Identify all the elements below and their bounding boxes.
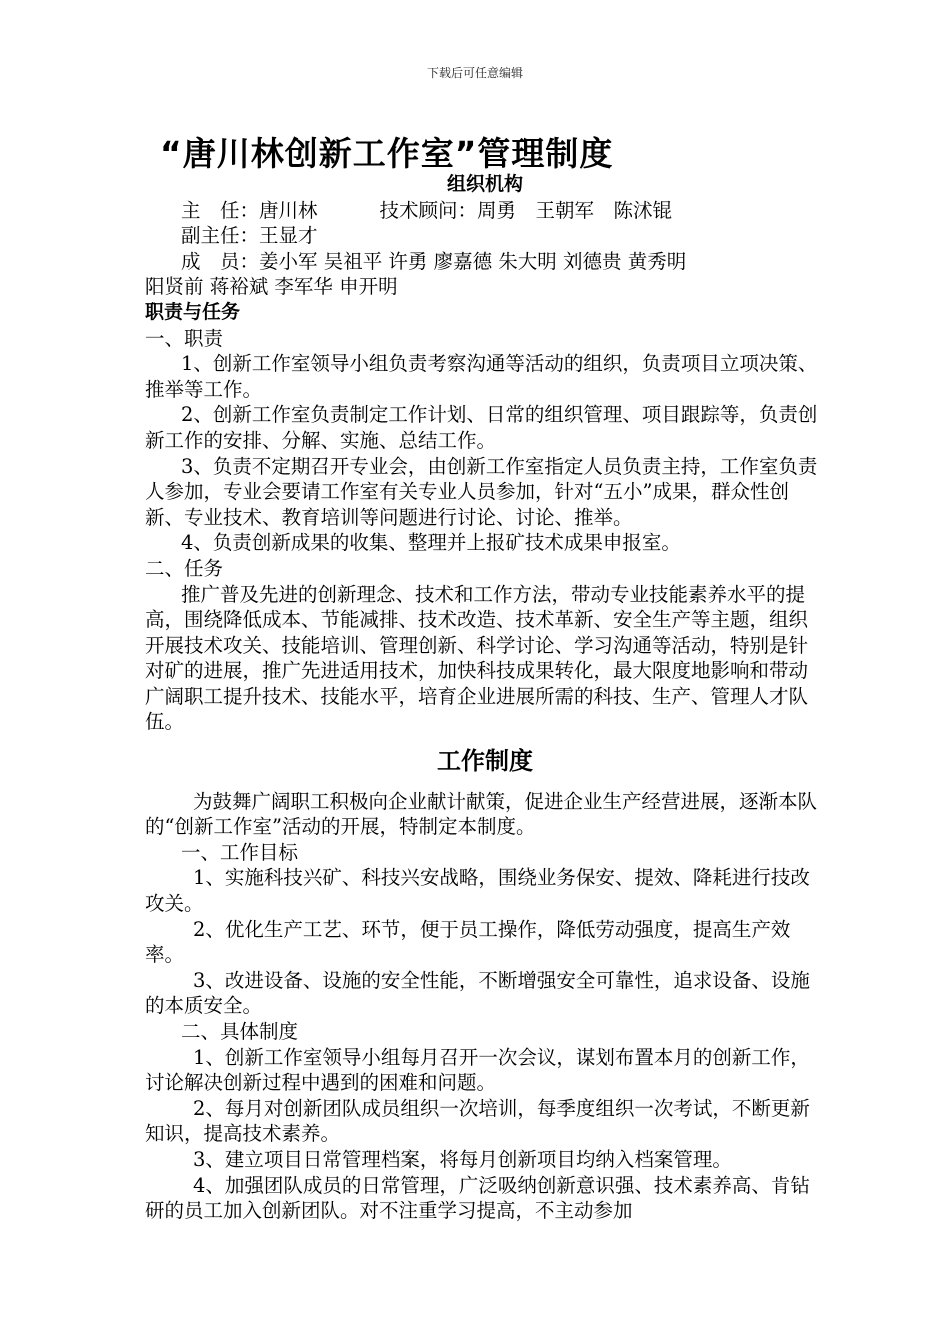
work-intro: 为鼓舞广阔职工积极向企业献计献策，促进企业生产经营进展，逐渐本队的“创新工作室”活动的开展，特制定本制度。 — [145, 789, 818, 839]
duties-heading: 职责与任务 — [145, 300, 241, 323]
advisor-label: 技术顾问： — [379, 198, 478, 222]
members-line2: 阳贤前 蒋裕斌 李军华 申开明 — [145, 275, 398, 299]
duty-item-4: 4、负责创新成果的收集、整理并上报矿技术成果申报室。 — [181, 531, 681, 555]
advisor-names: 周勇 王朝军 陈沭锟 — [477, 198, 673, 222]
document-body — [145, 172, 825, 1224]
rule-item-3: 3、建立项目日常管理档案，将每月创新项目均纳入档案管理。 — [193, 1147, 732, 1171]
deputy-label: 副主任： — [181, 224, 260, 248]
goal-item-3: 3、改进设备、设施的安全性能，不断增强安全可靠性，追求设备、设施的本质安全。 — [145, 968, 810, 1018]
work-heading: 工作制度 — [437, 747, 533, 776]
duty-item-2: 2、创新工作室负责制定工作计划、日常的组织管理、项目跟踪等，负责创新工作的安排、分解、实施、总结工作。 — [145, 403, 818, 452]
goal-item-2: 2、优化生产工艺、环节，便于员工操作，降低劳动强度，提高生产效率。 — [145, 917, 791, 967]
director-name: 唐川林 — [259, 198, 318, 222]
rule-item-2: 2、每月对创新团队成员组织一次培训，每季度组织一次考试，不断更新知识，提高技术素养。 — [145, 1096, 810, 1146]
deputy-row — [145, 223, 825, 249]
deputy-name: 王显才 — [259, 224, 318, 248]
work-sub1: 一、工作目标 — [181, 840, 299, 864]
goal-item-1: 1、实施科技兴矿、科技兴安战略，围绕业务保安、提效、降耗进行技改攻关。 — [145, 866, 810, 916]
duty-item-1: 1、创新工作室领导小组负责考察沟通等活动的组织，负责项目立项决策、推举等工作。 — [145, 352, 818, 401]
director-label: 主 任： — [181, 198, 260, 222]
members-line1: 姜小军 吴祖平 许勇 廖嘉德 朱大明 刘德贵 黄秀明 — [259, 249, 687, 273]
rule-item-1: 1、创新工作室领导小组每月召开一次会议，谋划布置本月的创新工作，讨论解决创新过程中遇到的困难和问题。 — [145, 1045, 810, 1095]
document-title: “唐川林创新工作室”管理制度 — [160, 134, 614, 173]
rule-item-4: 4、加强团队成员的日常管理，广泛吸纳创新意识强、技术素养高、肯钻研的员工加入创新团队。对不注重学习提高，不主动参加 — [145, 1173, 810, 1223]
duties-sub1: 一、职责 — [145, 326, 224, 350]
work-sub2: 二、具体制度 — [181, 1020, 299, 1043]
header-note: 下载后可任意编辑 — [426, 66, 523, 80]
duty-item-3: 3、负责不定期召开专业会，由创新工作室指定人员负责主持，工作室负责人参加，专业会要请工作室有关专业人员参加，针对“五小”成果，群众性创新、专业技术、教育培训等问题进行讨论、讨论、推举。 — [145, 454, 818, 529]
director-row — [145, 198, 825, 224]
members-label: 成 员： — [181, 249, 260, 273]
task-paragraph: 推广普及先进的创新理念、技术和工作方法，带动专业技能素养水平的提高，围绕降低成本、节能减排、技术改造、技术革新、安全生产等主题，组织开展技术攻关、技能培训、管理创新、科学讨论、学习沟通等活动，特别是针对矿的进展，推广先进适用技术，加快科技成果转化，最大限度地影响和带动广阔职工提升技术、技能水平，培育企业进展所需的科技、生产、管理人才队伍。 — [145, 582, 809, 734]
org-heading: 组织机构 — [446, 173, 523, 195]
members-row — [145, 249, 825, 275]
duties-sub2: 二、任务 — [145, 556, 224, 580]
